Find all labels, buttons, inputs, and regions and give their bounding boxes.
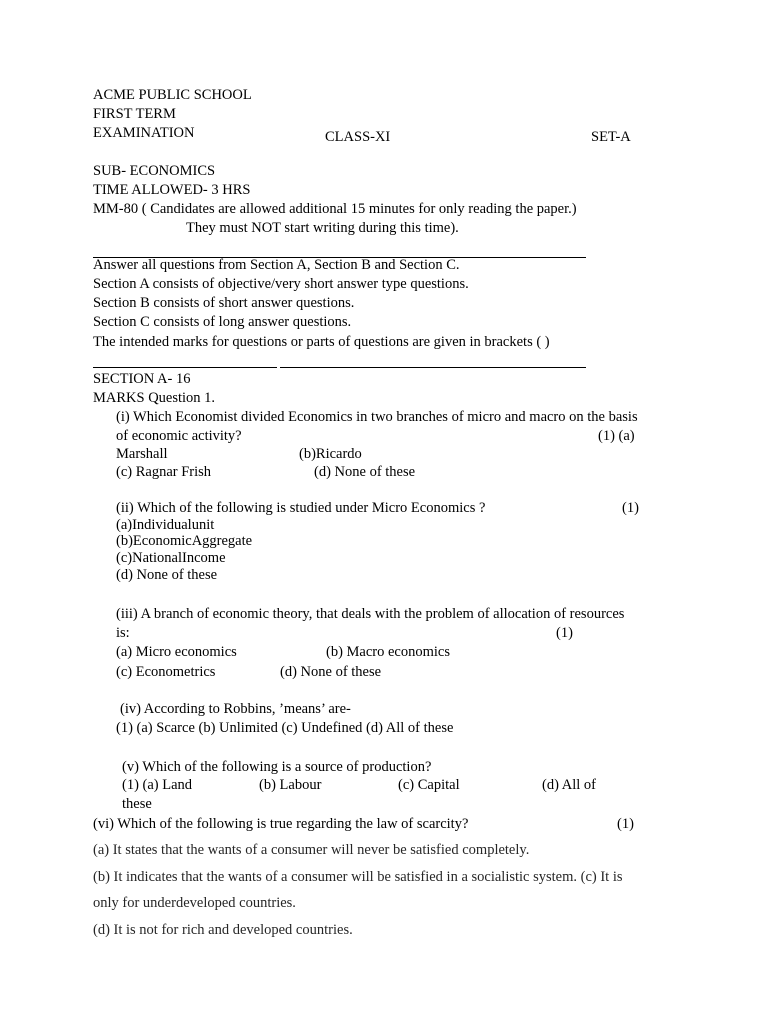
instruction-1: Answer all questions from Section A, Section B and Section C. (93, 257, 460, 273)
instruction-3: Section B consists of short answer questions. (93, 295, 355, 311)
q2-option-c: (c)NationalIncome (116, 550, 226, 566)
q3-text: (iii) A branch of economic theory, that deals with the problem of allocation of resources (116, 606, 625, 622)
q6-text: (vi) Which of the following is true regarding the law of scarcity? (93, 816, 469, 832)
q4-options: (1) (a) Scarce (b) Unlimited (c) Undefined (d) All of these (116, 720, 454, 736)
q5-option-d-cont: these (122, 796, 152, 812)
q5-option-d: (d) All of (542, 777, 596, 793)
q3-option-a: (a) Micro economics (116, 644, 237, 660)
instruction-4: Section C consists of long answer questions. (93, 314, 352, 330)
q1-marks: (1) (a) (598, 428, 635, 444)
q6-option-b-cont: only for underdeveloped countries. (93, 895, 296, 911)
q2-option-b: (b)EconomicAggregate (116, 533, 253, 549)
q5-option-b: (b) Labour (259, 777, 322, 793)
divider-section-right (280, 367, 586, 368)
exam-label: EXAMINATION (93, 125, 195, 141)
q3-option-d: (d) None of these (280, 664, 382, 680)
class-label: CLASS-XI (325, 129, 391, 145)
q2-option-d: (d) None of these (116, 567, 218, 583)
q2-option-a: (a)Individualunit (116, 517, 215, 533)
max-marks-note-cont: They must NOT start writing during this time). (186, 220, 459, 236)
q3-option-b: (b) Macro economics (326, 644, 451, 660)
q1-option-a: Marshall (116, 446, 168, 462)
q5-option-a: (1) (a) Land (122, 777, 193, 793)
q2-text: (ii) Which of the following is studied under Micro Economics ? (116, 500, 486, 516)
q1-option-b: (b)Ricardo (299, 446, 362, 462)
time-allowed: TIME ALLOWED- 3 HRS (93, 182, 251, 198)
q6-option-a: (a) It states that the wants of a consumer will never be satisfied completely. (93, 842, 530, 858)
exam-term: FIRST TERM (93, 106, 176, 122)
q2-marks: (1) (622, 500, 639, 516)
q1-option-c: (c) Ragnar Frish (116, 464, 212, 480)
q3-option-c: (c) Econometrics (116, 664, 216, 680)
school-name: ACME PUBLIC SCHOOL (93, 87, 252, 103)
q1-option-d: (d) None of these (314, 464, 416, 480)
q3-marks: (1) (556, 625, 573, 641)
q4-text: (iv) According to Robbins, ’means’ are- (120, 701, 351, 717)
section-subtitle: MARKS Question 1. (93, 390, 216, 406)
q6-option-b: (b) It indicates that the wants of a consumer will be satisfied in a socialistic system. (c) It is (93, 869, 623, 885)
instruction-2: Section A consists of objective/very short answer type questions. (93, 276, 469, 292)
divider-section-left (93, 367, 277, 368)
q6-option-d: (d) It is not for rich and developed countries. (93, 922, 353, 938)
instruction-5: The intended marks for questions or parts of questions are given in brackets ( ) (93, 334, 550, 350)
q6-marks: (1) (617, 816, 634, 832)
q3-text-cont: is: (116, 625, 130, 641)
subject-label: SUB- ECONOMICS (93, 163, 216, 179)
q5-text: (v) Which of the following is a source of production? (122, 759, 432, 775)
max-marks-note: MM-80 ( Candidates are allowed additional 15 minutes for only reading the paper.) (93, 201, 577, 217)
q5-option-c: (c) Capital (398, 777, 460, 793)
section-title: SECTION A- 16 (93, 371, 191, 387)
q1-text-cont: of economic activity? (116, 428, 242, 444)
q6-label (93, 815, 468, 834)
set-label: SET-A (591, 129, 631, 145)
q1-text: (i) Which Economist divided Economics in two branches of micro and macro on the basis (116, 409, 638, 425)
